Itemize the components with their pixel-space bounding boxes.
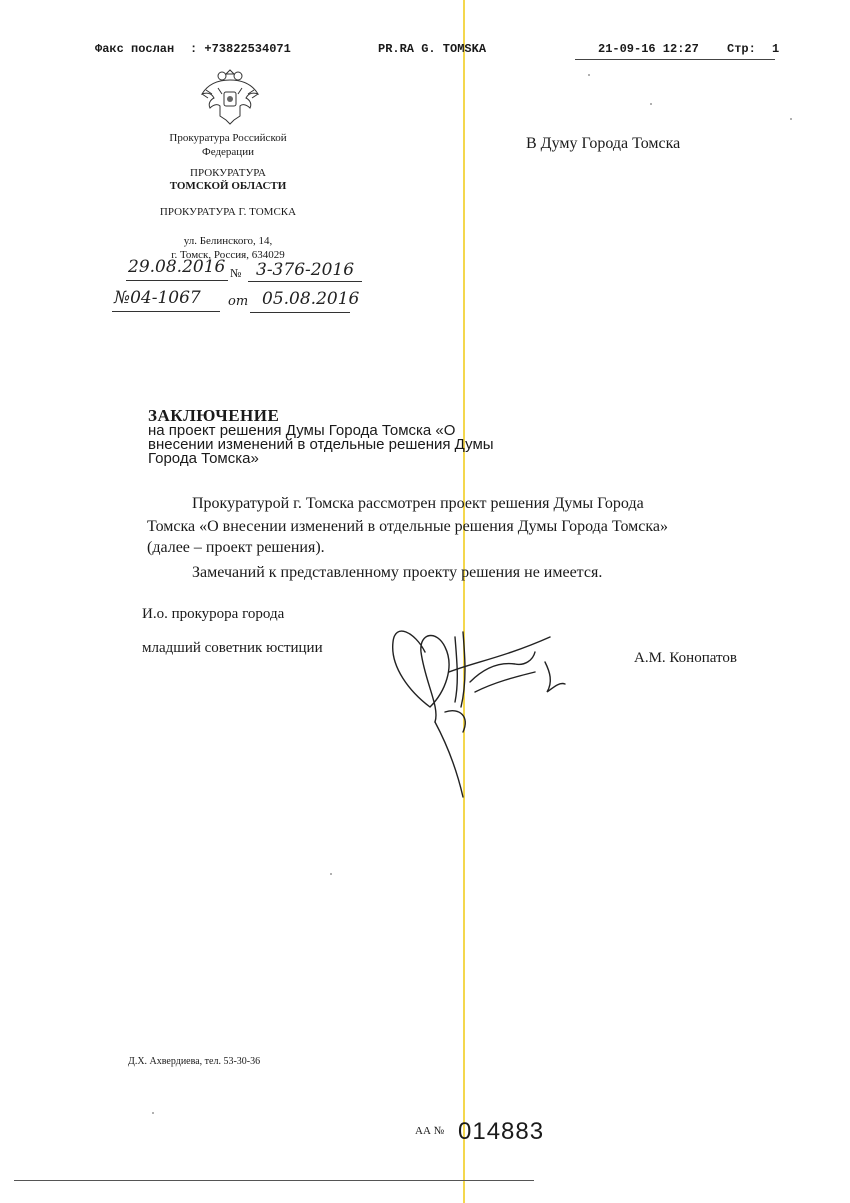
scan-speck: [650, 103, 652, 105]
handwritten-ref-date: 05.08.2016: [262, 289, 360, 309]
body-paragraph1-line1: Прокуратурой г. Томска рассмотрен проект решения Думы Города: [192, 495, 644, 512]
handwritten-ref-number: №04-1067: [114, 288, 201, 308]
executor-contact: Д.Х. Ахвердиева, тел. 53-30-36: [128, 1056, 261, 1067]
coat-of-arms-emblem: [198, 64, 262, 126]
fax-datetime: 21-09-16 12:27: [598, 42, 699, 56]
number-label: №: [230, 266, 242, 280]
conclusion-title: ЗАКЛЮЧЕНИЕ: [148, 406, 280, 425]
letterhead-line5: ПРОКУРАТУРА Г. ТОМСКА: [159, 206, 297, 218]
letterhead-address1: ул. Белинского, 14,: [183, 235, 273, 247]
fax-header-rule: [575, 59, 775, 60]
serial-label: АА №: [415, 1125, 445, 1137]
scan-artifact-line: [463, 0, 465, 1203]
fax-sent-label: Факс послан: [95, 42, 175, 56]
bottom-rule: [14, 1180, 534, 1181]
signer-title2: младший советник юстиции: [142, 640, 323, 656]
conclusion-subject: на проект решения Думы Города Томска «О внесении изменений в отдельные решения Думы Города Томска»: [148, 422, 494, 467]
fax-page-label: Стр:: [727, 42, 756, 56]
body-paragraph2: Замечаний к представленному проекту решения не имеется.: [192, 564, 603, 581]
body-paragraph1-line3: (далее – проект решения).: [147, 539, 325, 556]
scan-speck: [330, 873, 332, 875]
from-label: от: [228, 294, 249, 309]
body-paragraph1-line2: Томска «О внесении изменений в отдельные решения Думы Города Томска»: [147, 518, 669, 535]
addressee: В Думу Города Томска: [526, 135, 681, 152]
handwritten-date: 29.08.2016: [128, 257, 226, 277]
ref-underline: [112, 311, 220, 312]
scan-speck: [588, 74, 590, 76]
serial-number: 014883: [458, 1118, 545, 1145]
letterhead-line4: ТОМСКОЙ ОБЛАСТИ: [169, 180, 287, 192]
fax-sender: PR.RA G. TOMSKA: [378, 42, 487, 56]
fax-page-number: 1: [772, 42, 780, 56]
fax-number: : +73822534071: [190, 42, 291, 56]
scan-speck: [152, 1112, 154, 1114]
letterhead-address2: г. Томск, Россия, 634029: [171, 249, 285, 261]
ref-date-underline: [250, 312, 350, 313]
handwritten-signature: [385, 612, 595, 802]
letterhead-line3: ПРОКУРАТУРА: [190, 167, 266, 179]
scan-speck: [790, 118, 792, 120]
letterhead-line1: Прокуратура Российской: [169, 132, 287, 144]
number-underline: [248, 281, 362, 282]
signer-title1: И.о. прокурора города: [142, 606, 285, 622]
date-underline: [126, 280, 228, 281]
handwritten-doc-number: 3-376-2016: [256, 260, 355, 280]
signer-name: А.М. Конопатов: [634, 650, 737, 666]
letterhead-line2: Федерации: [202, 146, 254, 158]
